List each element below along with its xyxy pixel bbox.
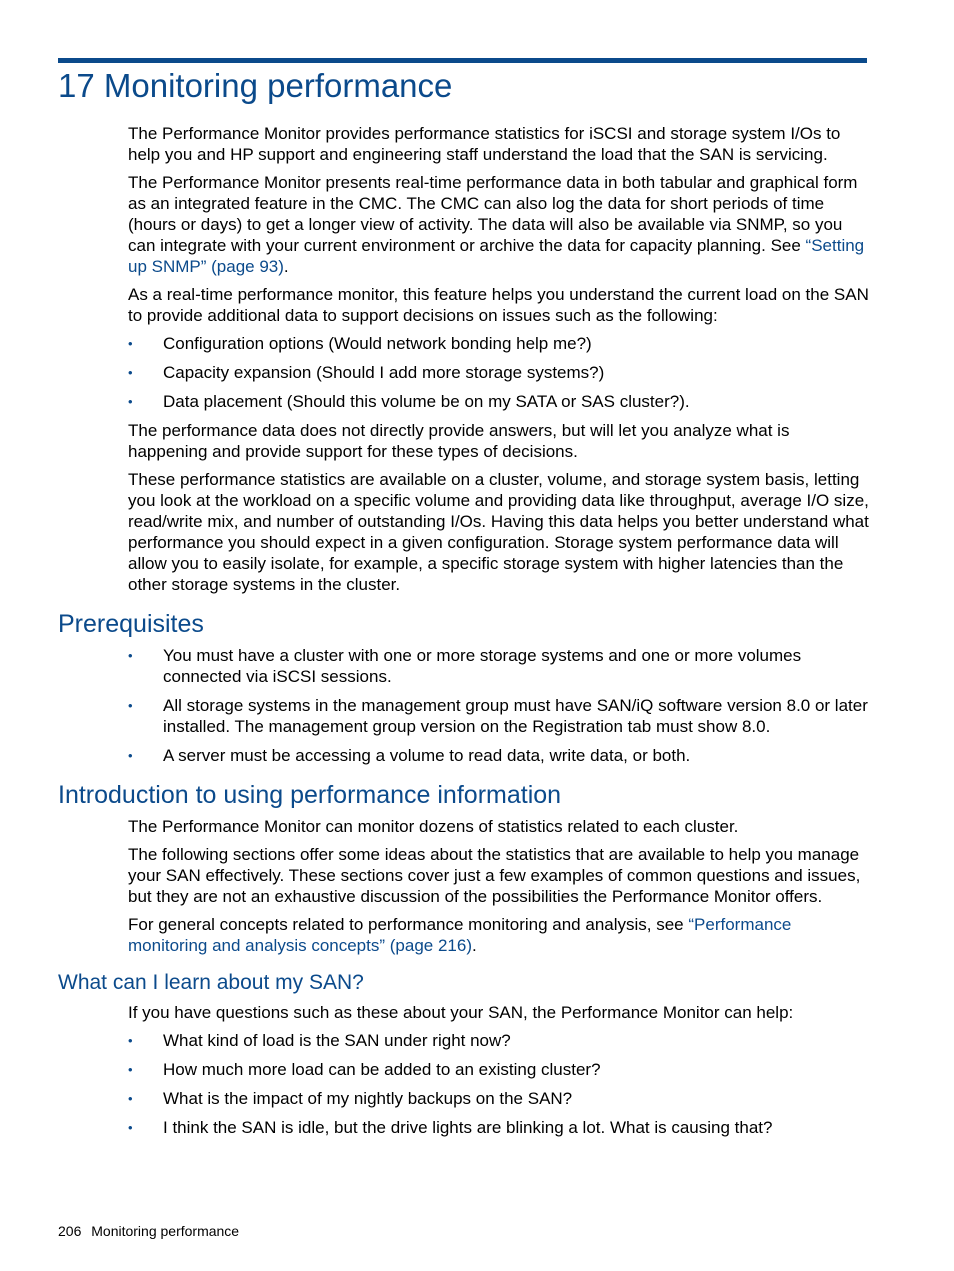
page-number: 206 bbox=[58, 1223, 82, 1239]
bullet-icon: • bbox=[128, 394, 133, 409]
bullet-icon: • bbox=[128, 1091, 133, 1106]
bullet-icon: • bbox=[128, 1062, 133, 1077]
list-item-text: Data placement (Should this volume be on my SATA or SAS cluster?). bbox=[163, 392, 690, 411]
list-item bbox=[128, 333, 870, 354]
learn-paragraph-1: If you have questions such as these about your SAN, the Performance Monitor can help: bbox=[128, 1003, 794, 1022]
setting-up-snmp-link[interactable]: “Setting up SNMP” (page 93) bbox=[128, 236, 865, 276]
list-item-text: Capacity expansion (Should I add more storage systems?) bbox=[163, 363, 605, 382]
list-item bbox=[128, 645, 870, 687]
bullet-icon: • bbox=[128, 648, 133, 663]
intro-paragraph-2-text: The Performance Monitor presents real-time performance data in both tabular and graphical form as an integrated feature in the CMC. The CMC can also log the data for short periods of time (hours or days) to get a longer view of activity. The data will also be available via SNMP, so you can integrate with your current environment or archive the data for capacity planning. See bbox=[128, 173, 858, 255]
chapter-title: 17 Monitoring performance bbox=[58, 67, 453, 104]
bullet-icon: • bbox=[128, 1033, 133, 1048]
list-item bbox=[128, 362, 870, 383]
bullet-icon: • bbox=[128, 748, 133, 763]
running-title: Monitoring performance bbox=[91, 1223, 240, 1239]
introduction-paragraph-1: The Performance Monitor can monitor dozens of statistics related to each cluster. bbox=[128, 817, 739, 836]
learn-question-list bbox=[128, 1030, 870, 1138]
prerequisites-heading: Prerequisites bbox=[58, 610, 204, 638]
intro-bullet-list bbox=[128, 333, 870, 412]
bullet-icon: • bbox=[128, 1120, 133, 1135]
list-item bbox=[128, 1088, 870, 1109]
chapter-top-rule bbox=[58, 58, 867, 63]
intro-paragraph-4: The performance data does not directly provide answers, but will let you analyze what is happening and provide support for these types of decisions. bbox=[128, 421, 790, 461]
bullet-icon: • bbox=[128, 698, 133, 713]
list-item-text: A server must be accessing a volume to read data, write data, or both. bbox=[163, 746, 691, 765]
introduction-paragraph-3-text: For general concepts related to performance monitoring and analysis, see bbox=[128, 915, 689, 934]
list-item bbox=[128, 745, 870, 766]
intro-paragraph-3: As a real-time performance monitor, this feature helps you understand the current load on the SAN to provide additional data to support decisions on issues such as the following: bbox=[128, 285, 869, 325]
list-item-text: How much more load can be added to an existing cluster? bbox=[163, 1060, 601, 1079]
introduction-paragraph-3 bbox=[128, 914, 870, 956]
list-item-text: All storage systems in the management group must have SAN/iQ software version 8.0 or later installed. The management group version on the Registration tab must show 8.0. bbox=[163, 696, 868, 736]
list-item-text: I think the SAN is idle, but the drive lights are blinking a lot. What is causing that? bbox=[163, 1118, 773, 1137]
prerequisites-list bbox=[128, 645, 870, 766]
learn-heading: What can I learn about my SAN? bbox=[58, 971, 364, 994]
list-item-text: What is the impact of my nightly backups on the SAN? bbox=[163, 1089, 573, 1108]
list-item bbox=[128, 1059, 870, 1080]
list-item bbox=[128, 1030, 870, 1051]
list-item bbox=[128, 391, 870, 412]
list-item-text: What kind of load is the SAN under right now? bbox=[163, 1031, 511, 1050]
list-item-text: You must have a cluster with one or more storage systems and one or more volumes connected via iSCSI sessions. bbox=[163, 646, 802, 686]
intro-paragraph-2-end: . bbox=[283, 257, 289, 276]
page-body bbox=[58, 123, 870, 1146]
bullet-icon: • bbox=[128, 365, 133, 380]
introduction-heading: Introduction to using performance information bbox=[58, 781, 562, 809]
introduction-paragraph-3-end: . bbox=[471, 936, 477, 955]
intro-paragraph-5: These performance statistics are available on a cluster, volume, and storage system basis, letting you look at the workload on a specific volume and providing data like throughput, average I/O size, read/write mix, and number of outstanding I/Os. Having this data helps you better understand what performance you should expect in a given configuration. Storage system performance data will allow you to easily isolate, for example, a specific storage system with higher latencies than the other storage systems in the cluster. bbox=[128, 470, 869, 594]
page-footer bbox=[58, 1222, 239, 1240]
introduction-paragraph-2: The following sections offer some ideas about the statistics that are available to help you manage your SAN effectively. These sections cover just a few examples of common questions and issues, but they are not an exhaustive discussion of the possibilities the Performance Monitor offers. bbox=[128, 845, 861, 906]
intro-paragraph-1: The Performance Monitor provides performance statistics for iSCSI and storage system I/Os to help you and HP support and engineering staff understand the load that the SAN is servicing. bbox=[128, 124, 841, 164]
bullet-icon: • bbox=[128, 336, 133, 351]
list-item bbox=[128, 695, 870, 737]
list-item-text: Configuration options (Would network bonding help me?) bbox=[163, 334, 592, 353]
intro-paragraph-2 bbox=[128, 172, 870, 277]
list-item bbox=[128, 1117, 870, 1138]
performance-concepts-link[interactable]: “Performance monitoring and analysis concepts” (page 216) bbox=[128, 915, 792, 955]
